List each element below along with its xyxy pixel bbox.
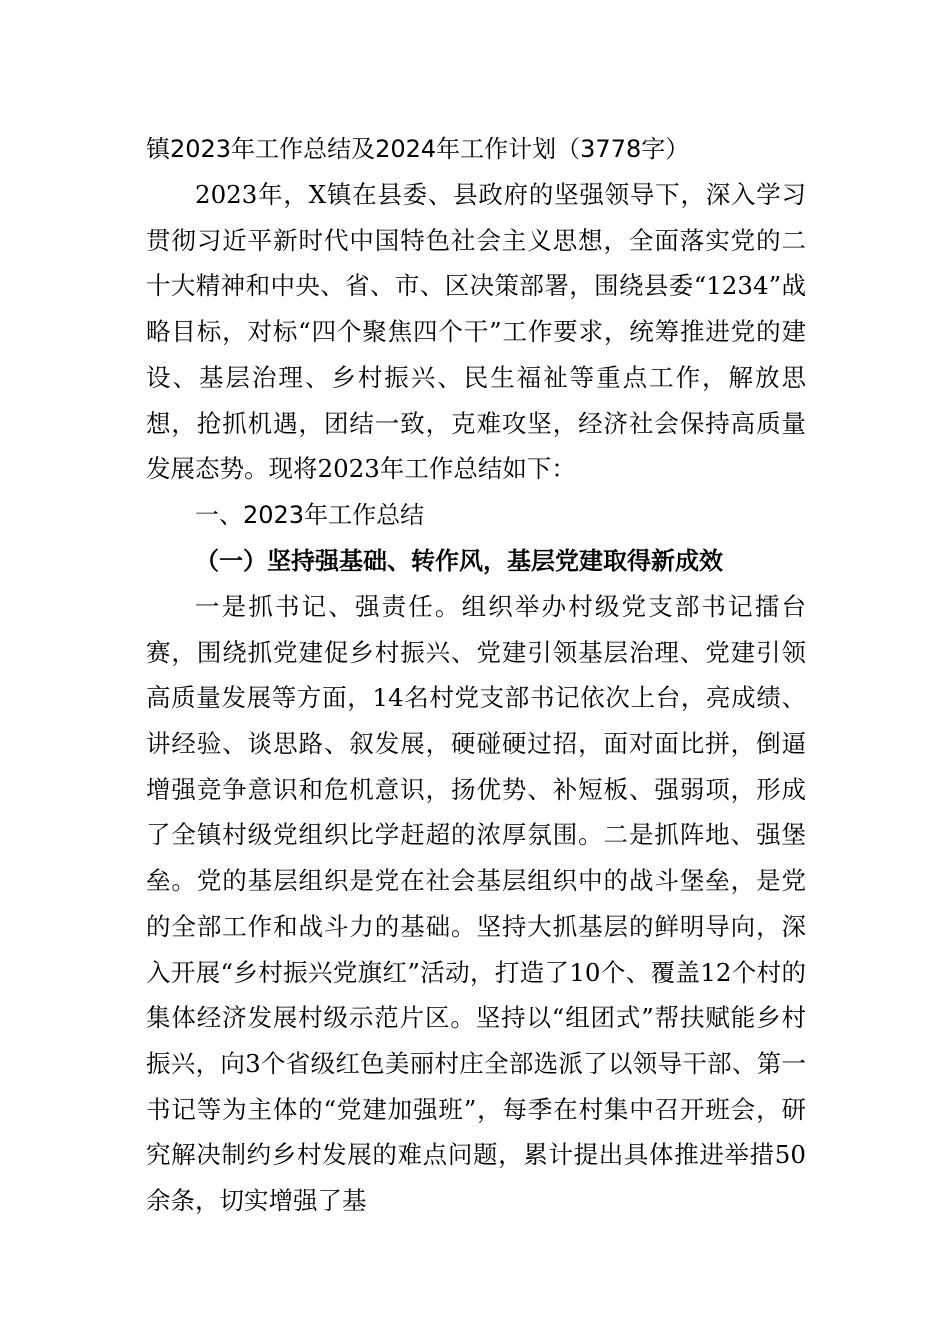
intro-paragraph: 2023年，X镇在县委、县政府的坚强领导下，深入学习贯彻习近平新时代中国特色社会主义思想，全面落实党的二十大精神和中央、省、市、区决策部署，围绕县委“1234”战略目标，对标“四个聚焦四个干”工作要求，统筹推进党的建设、基层治理、乡村振兴、民生福祉等重点工作，解放思想，抢抓机遇，团结一致，克难攻坚，经济社会保持高质量发展态势。现将2023年工作总结如下： bbox=[146, 180, 806, 484]
subsection-heading: （一）坚持强基础、转作风，基层党建取得新成效 bbox=[195, 546, 723, 575]
section-heading: 一、2023年工作总结 bbox=[195, 500, 425, 529]
body-paragraph: 一是抓书记、强责任。组织举办村级党支部书记擂台赛，围绕抓党建促乡村振兴、党建引领基层治理、党建引领高质量发展等方面，14名村党支部书记依次上台，亮成绩、讲经验、谈思路、叙发展，硬碰硬过招，面对面比拼，倒逼增强竞争意识和危机意识，扬优势、补短板、强弱项，形成了全镇村级党组织比学赶超的浓厚氛围。二是抓阵地、强堡垒。党的基层组织是党在社会基层组织中的战斗堡垒，是党的全部工作和战斗力的基础。坚持大抓基层的鲜明导向，深入开展“乡村振兴党旗红”活动，打造了10个、覆盖12个村的集体经济发展村级示范片区。坚持以“组团式”帮扶赋能乡村振兴，向3个省级红色美丽村庄全部选派了以领导干部、第一书记等为主体的“党建加强班”，每季在村集中召开班会，研究解决制约乡村发展的难点问题，累计提出具体推进举措50余条，切实增强了基 bbox=[146, 591, 806, 1216]
document-title: 镇2023年工作总结及2024年工作计划（3778字） bbox=[146, 135, 690, 163]
document-body bbox=[146, 126, 806, 1224]
